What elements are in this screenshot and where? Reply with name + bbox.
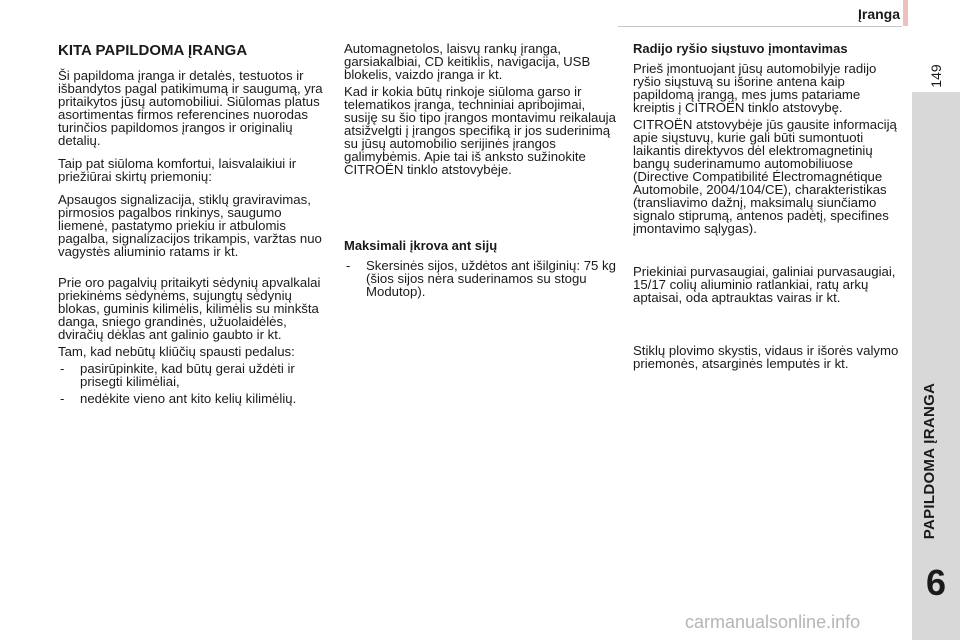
radio-advice-paragraph: Prieš įmontuojant jūsų automobilyje radijo ryšio siųstuvą su išorine antena kaip papildomą įrangą, mes jums patariame kreiptis į CITROËN tinklo atstovybę.	[633, 61, 877, 115]
section-title: KITA PAPILDOMA ĮRANGA	[58, 42, 248, 59]
cleaning-paragraph: Stiklų plovimo skystis, vidaus ir išorės valymo priemonės, atsarginės lemputės ir kt.	[633, 343, 899, 371]
pedals-paragraph: Tam, kad nebūtų kliūčių spausti pedalus:	[58, 344, 295, 359]
audio-paragraph: Automagnetolos, laisvų rankų įranga, garsiakalbiai, CD keitiklis, navigacija, USB blokelis, vaizdo įranga ir kt.	[344, 41, 591, 82]
intro-paragraph: Ši papildoma įranga ir detalės, testuotos ir išbandytos pagal patikimumą ir saugumą, yra pritaikytos jūsų automobiliui. Siūlomas platus asortimentas firmos referencines nuorodas turinčios papildomos įrangos ir originalių detalių.	[58, 68, 323, 148]
list-item: - Skersinės sijos, uždėtos ant išilginių: 75 kg (šios sijos nėra suderinamos su stogu Modutop).	[344, 259, 619, 298]
page-number: 149	[928, 64, 944, 88]
chapter-number: 6	[925, 562, 947, 603]
list-item: - pasirūpinkite, kad būtų gerai uždėti ir prisegti kilimėliai,	[58, 362, 326, 388]
safety-paragraph: Apsaugos signalizacija, stiklų graviravimas, pirmosios pagalbos rinkinys, saugumo liemenė, pastatymo priekiu ir atbulomis pagalba, signalizacijos trikampis, varžtas nuo vagystės aliuminio ratams ir kt.	[58, 192, 322, 259]
column-3	[633, 42, 903, 370]
exterior-paragraph: Priekiniai purvasaugiai, galiniai purvasaugiai, 15/17 colių aliuminio ratlankiai, ratų arkų aptaisai, oda aptrauktas vairas ir kt.	[633, 264, 896, 305]
page-header-title: Įranga	[857, 6, 900, 22]
radio-install-title: Radijo ryšio siųstuvo įmontavimas	[633, 41, 848, 56]
radio-info-paragraph: CITROËN atstovybėje jūs gausite informaciją apie siųstuvų, kurie gali būti sumontuoti laikantis direktyvos dėl elektromagnetinių bangų suderinamumo automobiliuose (Directive Compatibilité Électromagnétique Automobile, 2004/104/CE), charakteristikas (transliavimo dažnį, maksimalų siunčiamo signalo stiprumą, antenos padėtį, specifines įmontavimo sąlygas).	[633, 117, 897, 236]
mats-list	[58, 362, 326, 405]
header-accent-strip	[903, 0, 908, 26]
list-item: - nedėkite vieno ant kito kelių kilimėlių.	[58, 392, 326, 405]
roof-load-title: Maksimali įkrova ant sijų	[344, 238, 498, 253]
telematics-paragraph: Kad ir kokia būtų rinkoje siūloma garso ir telematikos įranga, techniniai apribojimai, susiję su šio tipo įrangos montavimu reikalauja atsižvelgti į įrangos specifiką ir jos suderinimą su jūsų automobilio serijinės įrangos galimybėmis. Apie tai iš anksto sužinokite CITROËN tinklo atstovybėje.	[344, 84, 616, 177]
roof-load-list	[344, 259, 619, 298]
column-2	[344, 42, 619, 298]
comfort-paragraph: Taip pat siūloma komfortui, laisvalaikiui ir priežiūrai skirtų priemonių:	[58, 156, 297, 184]
interior-paragraph: Prie oro pagalvių pritaikyti sėdynių apvalkalai priekinėms sėdynėms, sujungtų sėdynių blokas, guminis kilimėlis, kilimėlis su minkšta danga, sniego grandinės, užuolaidėlės, dviračių dėklas ant galinio gaubto ir kt.	[58, 275, 321, 342]
column-1	[58, 42, 326, 405]
chapter-vertical-title: PAPILDOMA ĮRANGA	[921, 382, 938, 540]
header-divider	[618, 26, 902, 27]
watermark: carmanualsonline.info	[685, 612, 861, 632]
